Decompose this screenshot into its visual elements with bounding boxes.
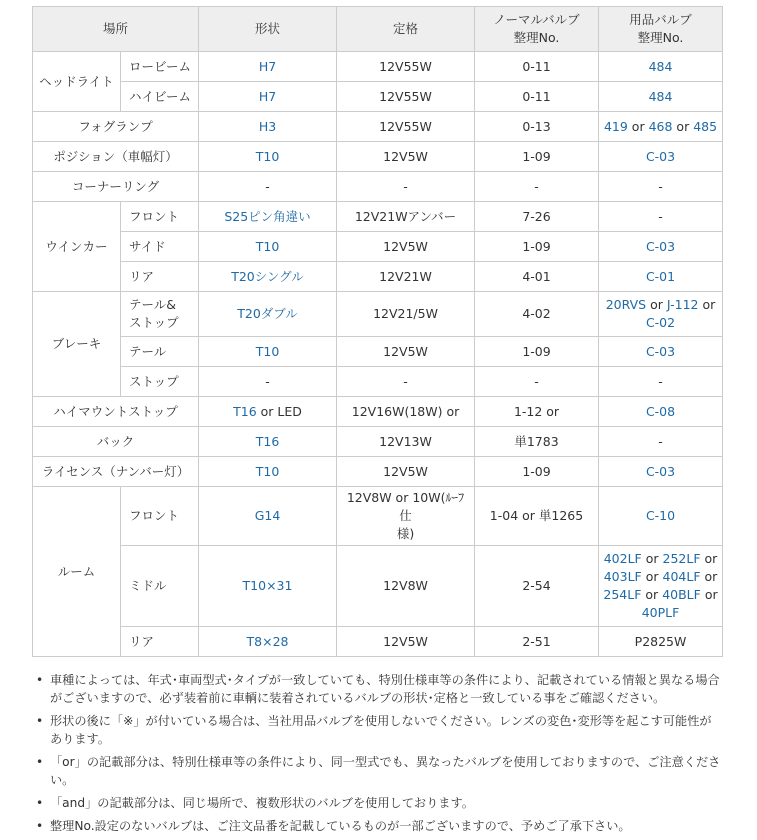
- rating: 12V5W: [337, 142, 475, 172]
- normal-no: 1-09: [475, 337, 599, 367]
- accessory-link[interactable]: 40BLF: [662, 587, 701, 602]
- place: フォグランプ: [33, 112, 199, 142]
- group-label: ルーム: [33, 487, 121, 657]
- shape-link[interactable]: H3: [199, 112, 337, 142]
- accessory-link[interactable]: C-10: [599, 487, 723, 546]
- shape-link[interactable]: S25ピン角違い: [199, 202, 337, 232]
- accessory-link[interactable]: 404LF: [662, 569, 701, 584]
- group-label: ヘッドライト: [33, 52, 121, 112]
- accessory-link[interactable]: C-03: [599, 337, 723, 367]
- accessory-link[interactable]: C-08: [599, 397, 723, 427]
- table-row: [33, 52, 723, 82]
- shape: -: [199, 172, 337, 202]
- rating: 12V55W: [337, 82, 475, 112]
- accessory-link[interactable]: 20RVS: [605, 297, 647, 312]
- content: [32, 6, 722, 840]
- accessory-link[interactable]: 402LF: [603, 551, 642, 566]
- place: ライセンス（ナンバー灯）: [33, 457, 199, 487]
- place: ポジション（車幅灯）: [33, 142, 199, 172]
- accessory-cell: [599, 292, 723, 337]
- normal-no: 2-54: [475, 546, 599, 627]
- or-text: or: [702, 297, 716, 312]
- accessory-link[interactable]: 40PLF: [641, 605, 680, 620]
- accessory: P2825W: [599, 627, 723, 657]
- header-accessory-bulb: 用品バルブ 整理No.: [599, 7, 723, 52]
- normal-no: 単1783: [475, 427, 599, 457]
- sub-location: リア: [121, 262, 199, 292]
- header-normal-bulb: ノーマルバルブ 整理No.: [475, 7, 599, 52]
- accessory: -: [599, 202, 723, 232]
- or-text: or: [631, 118, 645, 134]
- accessory-link[interactable]: 484: [599, 82, 723, 112]
- sub-location: フロント: [121, 487, 199, 546]
- shape-link[interactable]: H7: [199, 52, 337, 82]
- table-row: [33, 546, 723, 627]
- table-row: [33, 172, 723, 202]
- rating: -: [337, 172, 475, 202]
- table-row: [33, 142, 723, 172]
- accessory-link[interactable]: C-01: [599, 262, 723, 292]
- normal-no: 1-09: [475, 457, 599, 487]
- rating: 12V21/5W: [337, 292, 475, 337]
- normal-no: 4-02: [475, 292, 599, 337]
- or-text: or: [645, 569, 659, 584]
- sub-location: ミドル: [121, 546, 199, 627]
- rating: 12V55W: [337, 52, 475, 82]
- accessory: -: [599, 427, 723, 457]
- or-text: or: [645, 587, 659, 602]
- note-item: • 形状の後に「※」が付いている場合は、当社用品バルブを使用しないでください。レンズの変色･変形等を起こす可能性があります。: [50, 712, 722, 748]
- rating: 12V5W: [337, 627, 475, 657]
- normal-no: 1-09: [475, 142, 599, 172]
- shape-suffix: or LED: [256, 403, 302, 419]
- sub-location: テール& ストップ: [121, 292, 199, 337]
- or-text: or: [645, 551, 659, 566]
- table-row: [33, 397, 723, 427]
- normal-no: 1-09: [475, 232, 599, 262]
- accessory-link[interactable]: 252LF: [662, 551, 701, 566]
- sub-location: フロント: [121, 202, 199, 232]
- rating: 12V8W or 10W(ﾙｰﾌ仕 様): [337, 487, 475, 546]
- table-row: [33, 202, 723, 232]
- accessory-link[interactable]: C-03: [599, 457, 723, 487]
- accessory-link[interactable]: C-02: [645, 315, 676, 330]
- rating: 12V21Wアンバー: [337, 202, 475, 232]
- sub-location: ストップ: [121, 367, 199, 397]
- accessory: -: [599, 367, 723, 397]
- accessory-link[interactable]: 254LF: [603, 587, 642, 602]
- table-row: [33, 487, 723, 546]
- place: コーナーリング: [33, 172, 199, 202]
- accessory-cell: [599, 546, 723, 627]
- sub-location: サイド: [121, 232, 199, 262]
- header-rating: 定格: [337, 7, 475, 52]
- note-item: • 「or」の記載部分は、特別仕様車等の条件により、同一型式でも、異なったバルブを使用しておりますので、ご注意ください。: [50, 753, 722, 789]
- group-label: ウインカー: [33, 202, 121, 292]
- normal-no: -: [475, 172, 599, 202]
- rating: 12V55W: [337, 112, 475, 142]
- group-label: ブレーキ: [33, 292, 121, 397]
- table-row: [33, 262, 723, 292]
- table-row: [33, 427, 723, 457]
- shape-link[interactable]: T16: [233, 403, 257, 419]
- table-row: [33, 627, 723, 657]
- rating: 12V16W(18W) or: [337, 397, 475, 427]
- normal-no: 7-26: [475, 202, 599, 232]
- accessory-link[interactable]: 484: [599, 52, 723, 82]
- rating: 12V5W: [337, 232, 475, 262]
- table-row: [33, 367, 723, 397]
- normal-no: -: [475, 367, 599, 397]
- accessory-link[interactable]: 419: [603, 118, 628, 134]
- rating: 12V13W: [337, 427, 475, 457]
- shape-link[interactable]: T10: [199, 142, 337, 172]
- sub-location: リア: [121, 627, 199, 657]
- or-text: or: [704, 569, 718, 584]
- note-item: • 「and」の記載部分は、同じ場所で、複数形状のバルブを使用しております。: [50, 794, 722, 812]
- accessory-cell: [599, 112, 723, 142]
- rating: 12V5W: [337, 337, 475, 367]
- accessory-link[interactable]: 403LF: [603, 569, 642, 584]
- shape-cell: [199, 397, 337, 427]
- rating: 12V8W: [337, 546, 475, 627]
- shape-link[interactable]: T20ダブル: [199, 292, 337, 337]
- accessory-link[interactable]: 485: [693, 118, 718, 134]
- table-row: [33, 82, 723, 112]
- normal-no: 0-11: [475, 82, 599, 112]
- accessory-link[interactable]: 468: [648, 118, 673, 134]
- shape-link[interactable]: T16: [199, 427, 337, 457]
- rating: 12V21W: [337, 262, 475, 292]
- or-text: or: [650, 297, 663, 312]
- shape-link[interactable]: T8×28: [199, 627, 337, 657]
- sub-location: ハイビーム: [121, 82, 199, 112]
- note-item: • 整理No.設定のないバルブは、ご注文品番を記載しているものが一部ございますので、予めご了承下さい。: [50, 817, 722, 835]
- shape-link[interactable]: T10: [199, 457, 337, 487]
- accessory-link[interactable]: C-03: [599, 232, 723, 262]
- shape: -: [199, 367, 337, 397]
- accessory: -: [599, 172, 723, 202]
- normal-no: 4-01: [475, 262, 599, 292]
- normal-no: 1-12 or: [475, 397, 599, 427]
- accessory-link[interactable]: C-03: [599, 142, 723, 172]
- or-text: or: [704, 551, 718, 566]
- notes-list: [32, 671, 722, 835]
- or-text: or: [704, 587, 718, 602]
- normal-no: 0-13: [475, 112, 599, 142]
- sub-location: ロービーム: [121, 52, 199, 82]
- table-row: [33, 337, 723, 367]
- note-item: • 車種によっては、年式･車両型式･タイプが一致していても、特別仕様車等の条件により、記載されている情報と異なる場合がございますので、必ず装着前に車輌に装着されているバルブの形状･定格と一致している事をご確認ください。: [50, 671, 722, 707]
- shape-link[interactable]: H7: [199, 82, 337, 112]
- normal-no: 1-04 or 単1265: [475, 487, 599, 546]
- rating: -: [337, 367, 475, 397]
- table-header-row: [33, 7, 723, 52]
- shape-link[interactable]: T10×31: [199, 546, 337, 627]
- shape-link[interactable]: T10: [199, 232, 337, 262]
- shape-link[interactable]: T20シングル: [199, 262, 337, 292]
- bulb-spec-table: [32, 6, 723, 657]
- rating: 12V5W: [337, 457, 475, 487]
- or-text: or: [676, 118, 690, 134]
- table-row: [33, 292, 723, 337]
- normal-no: 0-11: [475, 52, 599, 82]
- shape-link[interactable]: T10: [199, 337, 337, 367]
- table-row: [33, 112, 723, 142]
- place: ハイマウントストップ: [33, 397, 199, 427]
- table-row: [33, 232, 723, 262]
- header-shape: 形状: [199, 7, 337, 52]
- table-row: [33, 457, 723, 487]
- header-place: 場所: [33, 7, 199, 52]
- accessory-link[interactable]: J-112: [666, 297, 699, 312]
- shape-link[interactable]: G14: [199, 487, 337, 546]
- normal-no: 2-51: [475, 627, 599, 657]
- place: バック: [33, 427, 199, 457]
- sub-location: テール: [121, 337, 199, 367]
